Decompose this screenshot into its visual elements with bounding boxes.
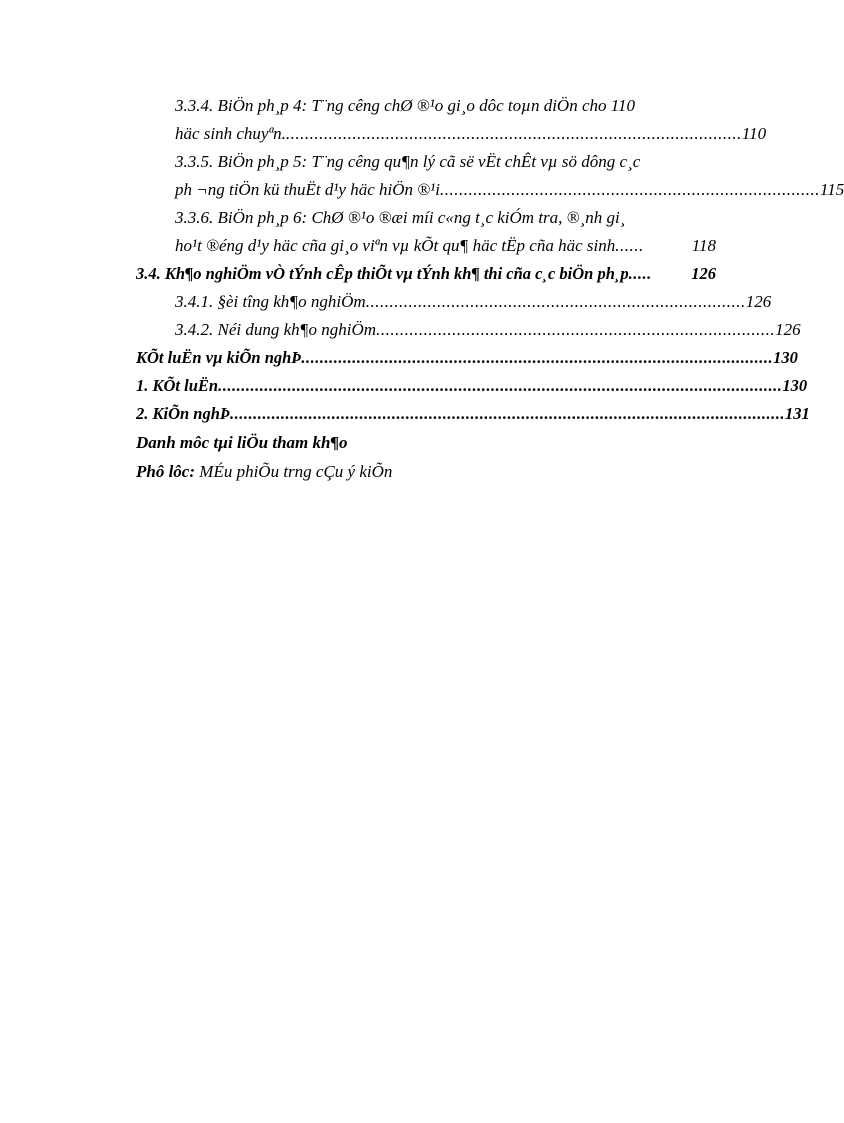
toc-entry-text: ph ¬ng tiÖn kü thuËt d¹y häc hiÖn ®¹i bbox=[175, 180, 440, 199]
toc-entry-text: KÕt luËn vµ kiÕn nghÞ bbox=[136, 348, 302, 367]
toc-entry-3-3-4-cont bbox=[175, 124, 767, 144]
toc-leader: ................................................................................................ bbox=[285, 124, 742, 143]
toc-page-number: 126 bbox=[691, 264, 716, 283]
toc-page-number: 115 bbox=[820, 180, 844, 199]
toc-entry-recommendation-2 bbox=[136, 404, 810, 424]
toc-page-number: 126 bbox=[745, 292, 772, 311]
toc-entry-3-3-5-cont bbox=[175, 180, 844, 200]
toc-entry-conclusion bbox=[136, 348, 798, 368]
toc-leader: ................................................................................ bbox=[365, 292, 746, 311]
toc-page-number: 130 bbox=[773, 348, 798, 367]
toc-leader: ...... bbox=[615, 236, 644, 255]
toc-leader: .................................................................................... bbox=[376, 320, 776, 339]
toc-entry-text: häc sinh chuyªn. bbox=[175, 124, 286, 143]
toc-entry-3-3-6 bbox=[175, 208, 716, 228]
toc-entry-text: 3.3.6. BiÖn ph¸p 6: ChØ ®¹o ®æi míi c«ng t¸c kiÓm tra, ®¸nh gi¸ bbox=[175, 208, 626, 227]
toc-leader: ................................................................................ bbox=[440, 180, 820, 199]
toc-entry-text: ho¹t ®éng d¹y häc cña gi¸o viªn vµ kÕt qu¶ häc tËp cña häc sinh bbox=[175, 236, 616, 255]
toc-entry-references bbox=[136, 433, 347, 453]
toc-page-number: 131 bbox=[785, 404, 810, 423]
toc-leader: ........................................................................................................................ bbox=[230, 404, 785, 423]
toc-entry-text: 3.4. Kh¶o nghiÖm vÒ tÝnh cÊp thiÕt vµ tÝnh kh¶ thi cña c¸c biÖn ph¸p bbox=[136, 264, 629, 283]
toc-page-number: 130 bbox=[782, 376, 808, 395]
toc-entry-text: 3.3.4. BiÖn ph¸p 4: T¨ng cêng chØ ®¹o gi¸o dôc toµn diÖn cho 110 bbox=[175, 96, 635, 115]
toc-entry-text: 1. KÕt luËn bbox=[136, 376, 219, 395]
toc-page-number: 118 bbox=[691, 236, 716, 255]
toc-entry-text: Danh môc tµi liÖu tham kh¶o bbox=[136, 433, 348, 452]
toc-leader: ...................................................................................................... bbox=[301, 348, 774, 367]
toc-page-number: 110 bbox=[741, 124, 767, 143]
toc-entry-3-4 bbox=[136, 264, 716, 284]
toc-entry-3-4-1 bbox=[175, 292, 772, 312]
toc-entry-text: 2. KiÕn nghÞ bbox=[136, 404, 230, 423]
toc-entry-text: 3.4.1. §èi tîng kh¶o nghiÖm bbox=[175, 292, 366, 311]
toc-leader: .......................................................................................................................... bbox=[218, 376, 783, 395]
toc-entry-text: 3.4.2. Néi dung kh¶o nghiÖm bbox=[175, 320, 377, 339]
toc-entry-3-3-5 bbox=[175, 152, 716, 172]
toc-entry-3-3-6-cont bbox=[175, 236, 716, 256]
toc-entry-label: Phô lôc: bbox=[136, 462, 196, 481]
toc-page-number: 126 bbox=[775, 320, 801, 339]
toc-entry-3-3-4 bbox=[175, 96, 716, 116]
toc-leader: ..... bbox=[628, 264, 652, 283]
toc-entry-text: MÉu phiÕu trng cÇu ý kiÕn bbox=[195, 462, 393, 481]
toc-entry-appendix bbox=[136, 462, 392, 482]
toc-entry-text: 3.3.5. BiÖn ph¸p 5: T¨ng cêng qu¶n lý cã së vËt chÊt vµ sö dông c¸c bbox=[175, 152, 641, 171]
toc-entry-3-4-2 bbox=[175, 320, 801, 340]
toc-entry-conclusion-1 bbox=[136, 376, 808, 396]
